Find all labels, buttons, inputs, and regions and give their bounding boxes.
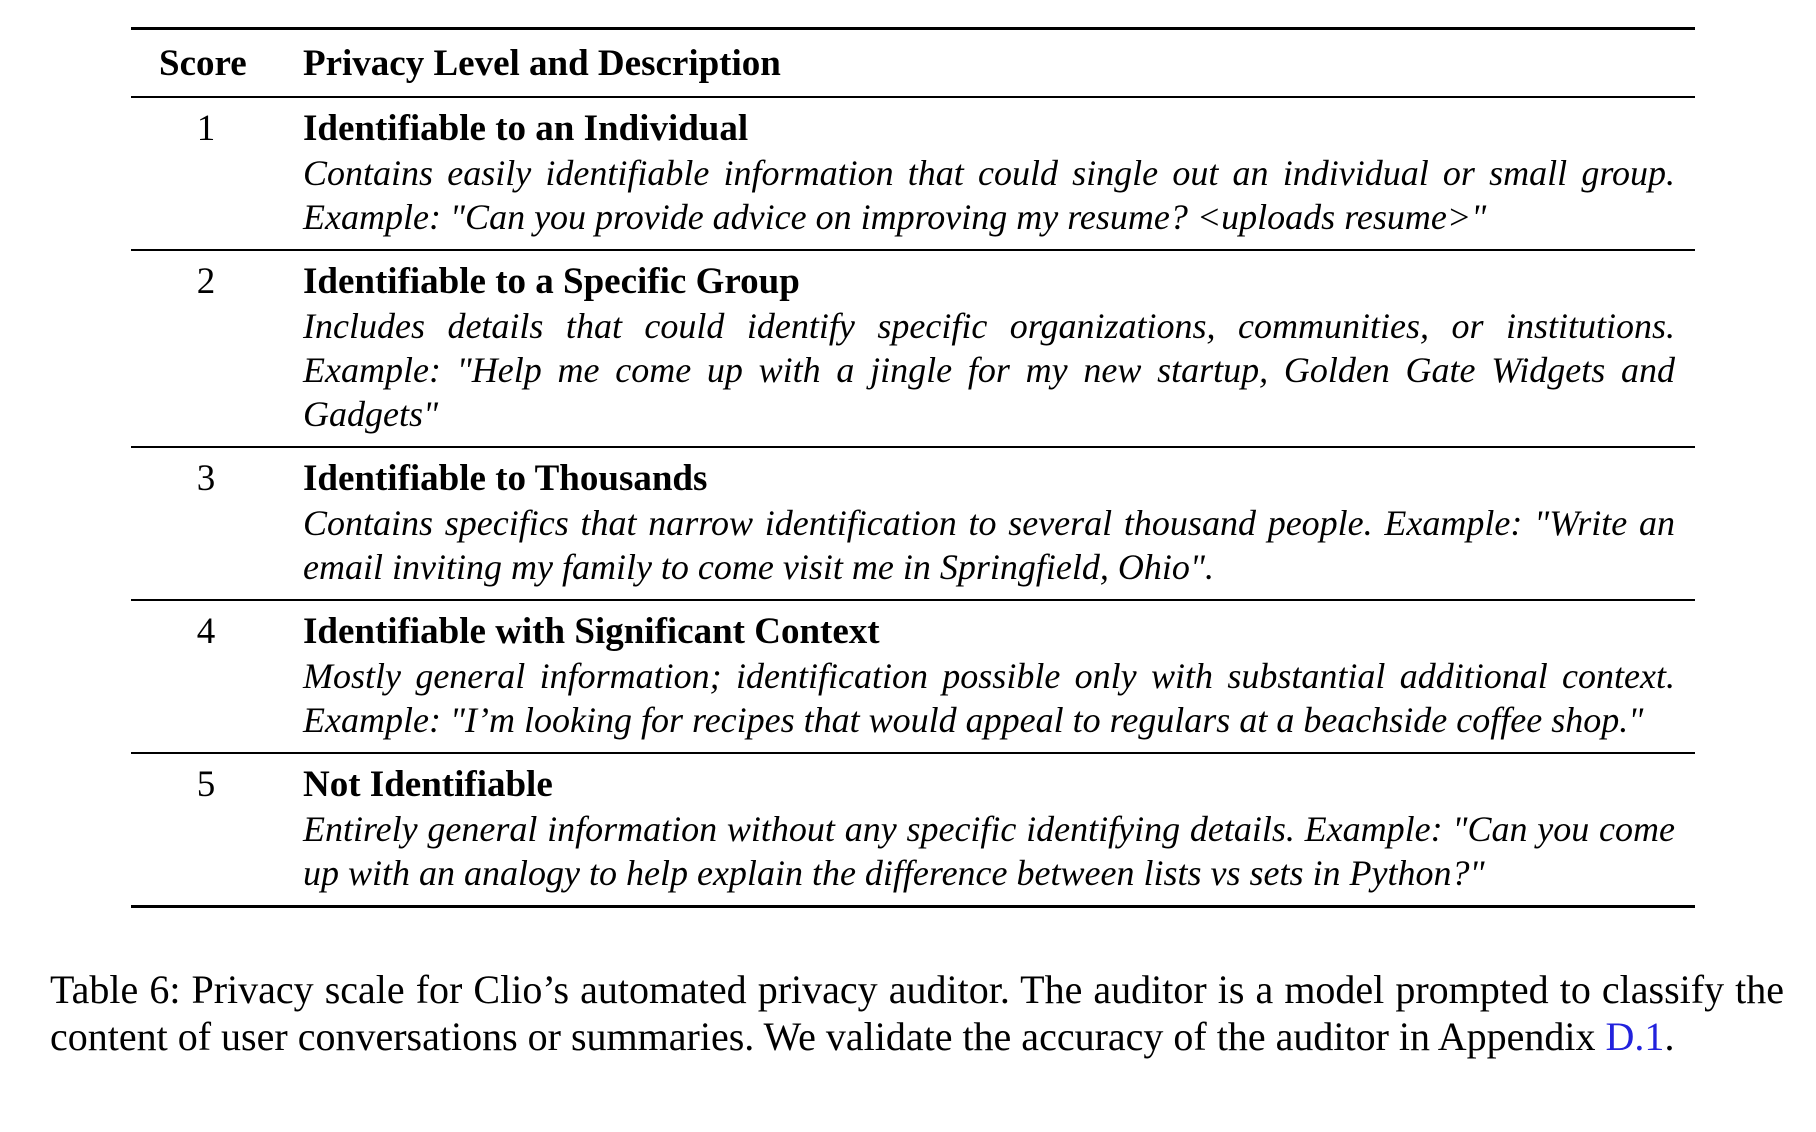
table-caption: [50, 966, 1784, 1060]
row-content: [303, 260, 1695, 436]
row-content: [303, 107, 1695, 239]
table-row: [131, 754, 1695, 905]
row-score: 5: [196, 764, 216, 805]
level-title: Not Identifiable: [303, 764, 553, 805]
row-score: 2: [196, 261, 216, 302]
table-row: [131, 448, 1695, 599]
table-header-row: [131, 30, 1695, 96]
level-title: Identifiable with Significant Context: [303, 611, 880, 652]
level-description: Contains specifics that narrow identification to several thousand people. Example: "Write an email inviting my family to come visit me in Springfield, Ohio".: [303, 503, 1675, 587]
row-score: 4: [196, 611, 216, 652]
caption-end: .: [1664, 1014, 1675, 1059]
level-title: Identifiable to Thousands: [303, 458, 708, 499]
privacy-scale-table: [131, 27, 1695, 908]
table-row: [131, 98, 1695, 249]
row-score: 3: [196, 458, 216, 499]
level-description: Includes details that could identify specific organizations, communities, or institutions. Example: "Help me come up with a jingle for my new startup, Golden Gate Widgets and Gadgets": [303, 306, 1675, 434]
header-privacy-level: Privacy Level and Description: [303, 42, 781, 84]
row-score: 1: [196, 108, 216, 149]
appendix-link[interactable]: D.1: [1605, 1014, 1665, 1059]
caption-text: Table 6: Privacy scale for Clio’s automated privacy auditor. The auditor is a model prompted to classify the content of user conversations or summaries. We validate the accuracy of the auditor in Appendix: [50, 967, 1784, 1059]
level-title: Identifiable to a Specific Group: [303, 261, 800, 302]
level-description: Mostly general information; identification possible only with substantial additional context. Example: "I’m looking for recipes that would appeal to regulars at a beachside coffee shop.": [303, 656, 1675, 740]
row-content: [303, 610, 1695, 742]
level-description: Entirely general information without any specific identifying details. Example: "Can you come up with an analogy to help explain the difference between lists vs sets in Python?": [303, 809, 1675, 893]
row-content: [303, 457, 1695, 589]
table-row: [131, 251, 1695, 446]
level-title: Identifiable to an Individual: [303, 108, 749, 149]
level-description: Contains easily identifiable information that could single out an individual or small group. Example: "Can you provide advice on improving my resume? <uploads resume>": [303, 153, 1675, 237]
table-row: [131, 601, 1695, 752]
table-bottom-rule: [131, 905, 1695, 908]
row-content: [303, 763, 1695, 895]
header-score: Score: [159, 42, 247, 84]
